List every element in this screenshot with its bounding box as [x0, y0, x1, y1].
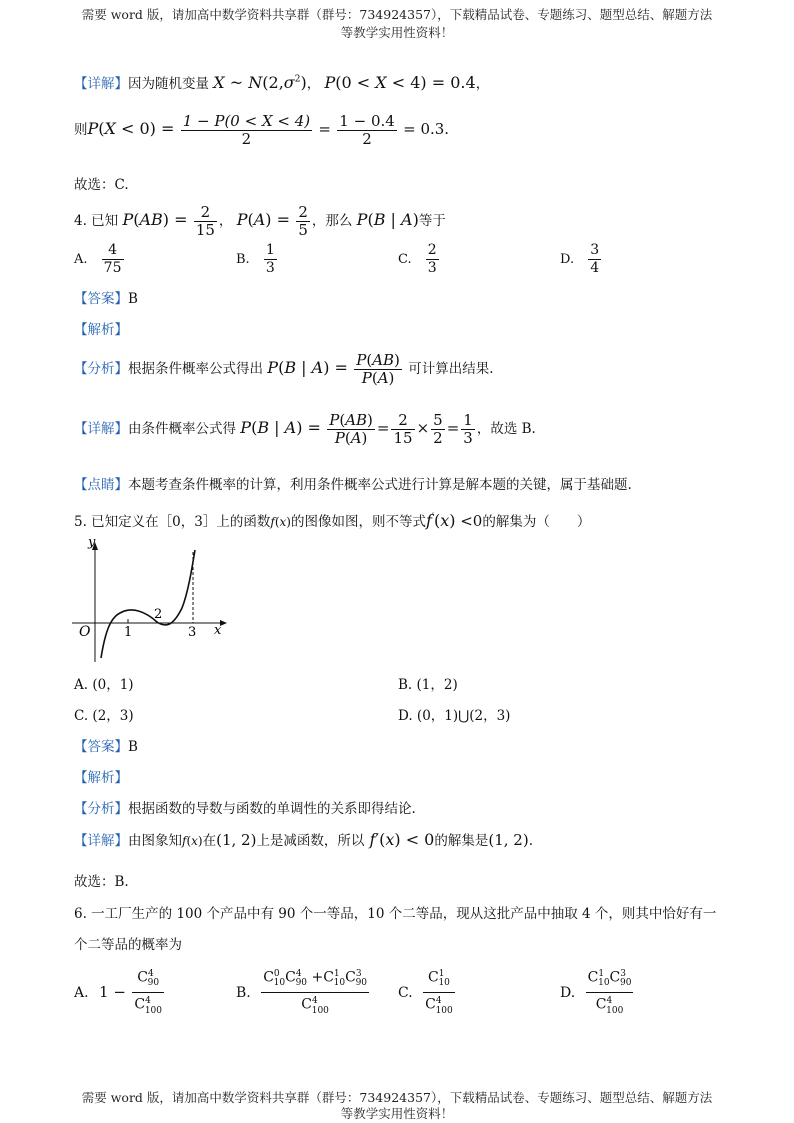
q4-fenxi-formula: P(B | A) =	[267, 358, 348, 377]
q4-fenxi-post: 可计算出结果.	[408, 361, 494, 377]
q3-fraction-1	[181, 113, 312, 148]
q4-option-d	[560, 242, 603, 277]
q4-option-b	[236, 242, 279, 277]
detail-tag: 【详解】	[74, 833, 128, 849]
q4-fenxi-pre: 根据条件概率公式得出	[128, 361, 263, 377]
option-label: A.	[74, 252, 88, 267]
q5-detail-mid: 在	[202, 833, 217, 849]
option-fraction: $\frac{C^1_{10}}{C^4_{100}}$	[423, 966, 455, 1020]
q5-option-b: B. (1，2)	[398, 677, 458, 693]
q5-detail-mid2: 上是减函数，所以	[256, 833, 365, 849]
q5-option-c: C. (2，3)	[74, 708, 134, 724]
function-curve	[101, 550, 195, 658]
q3-frac2-top: 1 − 0.4	[339, 112, 395, 130]
q4-detail-fraction: $\frac{P(AB)}{P(A)}$	[329, 411, 373, 447]
frac-top: 2	[427, 242, 437, 258]
q3-result: = 0.3.	[403, 120, 450, 138]
fenxi-tag: 【分析】	[74, 801, 128, 817]
option-label: C.	[398, 984, 413, 1001]
answer-tag: 【答案】	[74, 291, 128, 307]
q5-detail-post: 的解集是	[434, 833, 489, 849]
detail-tag: 【详解】	[74, 76, 128, 92]
q4-dianjing: 本题考查条件概率的计算，利用条件概率公式进行计算是解本题的关键，属于基础题.	[128, 477, 632, 493]
frac-bot: 4	[590, 260, 600, 276]
q4-option-a	[74, 242, 126, 277]
answer-tag: 【答案】	[74, 739, 128, 755]
q4-fenxi-line	[74, 352, 494, 387]
q5-answer: B	[128, 739, 138, 755]
q4-detail-pre: 由条件概率公式得	[128, 421, 236, 437]
q4-analysis-tag: 【解析】	[74, 322, 128, 338]
q4-pa: P(A) =	[236, 210, 291, 229]
footer-line-2: 等教学实用性资料！	[340, 1106, 454, 1121]
q4-fenxi-fraction: $\frac{P(AB)}{P(A)}$	[356, 351, 400, 387]
q5-detail-line: 【详解】由图象知f(x)在(1, 2)上是减函数，所以 f′(x) < 0的解集是(1, 2).	[74, 830, 533, 849]
option-fraction: $\frac{C^4_{90}}{C^4_{100}}$	[132, 966, 164, 1020]
detail-tag: 【详解】	[74, 421, 128, 437]
option-label: C.	[398, 252, 412, 267]
q6-option-d	[560, 966, 635, 1020]
option-fraction: $\frac{C^0_{10}C^4_{90} +C^1_{10}C^3_{90}}{C^4_{100}}$	[261, 966, 369, 1020]
q3-distribution-formula: X ~ $N(2,\sigma^2)$	[213, 73, 307, 92]
q5-answer-line	[74, 735, 138, 755]
q3-frac1-top: 1 − P(0 < X < 4)	[182, 112, 311, 130]
q5-fenxi-line	[74, 797, 416, 817]
q5-fenxi: 根据函数的导数与函数的单调性的关系即得结论.	[128, 801, 416, 817]
frac-bot: 3	[265, 260, 275, 276]
q6-stem-line-2: 个二等品的概率为	[74, 937, 182, 953]
q4-answer: B	[128, 291, 138, 307]
q4-stem-end: 等于	[418, 213, 446, 229]
q3-comma-1: ，	[306, 76, 321, 92]
q4-frac-pa: $\frac{2}{5}$	[298, 203, 308, 239]
q5-stem-mid: 的图像如图，则不等式	[290, 514, 426, 530]
footer-line-1: 需要 word 版，请加高中数学资料共享群（群号：734924357），下载精品试卷、专题练习、题型总结、解题方法	[81, 1090, 713, 1105]
q3-fraction-2	[337, 113, 397, 148]
option-fraction	[426, 242, 439, 277]
q6-option-c	[398, 966, 457, 1020]
frac-top: 4	[102, 242, 124, 260]
q4-detail-line: 【详解】由条件概率公式得 P(B | A) = $\frac{P(AB)}{P(A)}$ = $\frac{2}{15}$ × $\frac{5}{2}$ = $\frac{1}{3}$ ，故选 B.	[74, 411, 536, 447]
option-label: B.	[236, 984, 251, 1001]
q4-option-c	[398, 242, 441, 277]
option-label: B.	[236, 252, 250, 267]
option-label: D.	[560, 252, 575, 267]
q4-stem-post: ，那么	[311, 213, 353, 229]
option-fraction	[264, 242, 277, 277]
q5-option-a: A. (0，1)	[74, 677, 134, 693]
q5-stem-pre: 5. 已知定义在［0，3］上的函数	[74, 514, 271, 530]
q4-stem	[74, 204, 446, 239]
q5-stem: 5. 已知定义在［0，3］上的函数f(x)的图像如图，则不等式f′(x) <0的解集为（ ）	[74, 511, 591, 530]
q5-stem-post: 的解集为（ ）	[482, 514, 591, 530]
q5-function-graph	[70, 538, 230, 666]
q6-option-a: A. 1 − $\frac{C^4_{90}}{C^4_{100}}$	[74, 966, 166, 1020]
q4-comma: ，	[218, 213, 233, 229]
q4-stem-pre: 4. 已知	[74, 213, 119, 229]
q5-option-d: D. (0，1)⋃(2，3)	[398, 708, 511, 724]
q5-analysis-tag: 【解析】	[74, 770, 128, 786]
frac-bot: 3	[427, 260, 437, 276]
option-fraction	[102, 242, 124, 277]
fenxi-tag: 【分析】	[74, 361, 128, 377]
q4-frac-pab: $\frac{2}{15}$	[195, 203, 215, 239]
q5-final: 故选：B.	[74, 874, 129, 890]
header-line-1: 需要 word 版，请加高中数学资料共享群（群号：734924357），下载精品试卷、专题练习、题型总结、解题方法	[81, 7, 713, 22]
tick-label-3: 3	[188, 625, 197, 640]
q4-dianjing-line	[74, 473, 632, 493]
q3-then-label: 则	[74, 122, 88, 138]
q3-frac1-bot: 2	[241, 130, 252, 148]
frac-top: 1	[265, 242, 275, 258]
q6-option-b	[236, 966, 371, 1020]
option-fraction: $\frac{C^1_{10}C^3_{90}}{C^4_{100}}$	[586, 966, 634, 1020]
q4-answer-line	[74, 287, 138, 307]
q6-stem-line-1: 6. 一工厂生产的 100 个产品中有 90 个一等品，10 个二等品，现从这批产品中抽取 4 个，则其中恰好有一	[74, 906, 717, 922]
q3-probability-formula: P(0 < X < 4) = 0.4	[324, 73, 476, 92]
frac-top: 3	[590, 242, 600, 258]
origin-label: O	[79, 624, 91, 640]
x-label: x	[214, 623, 222, 638]
q4-pab: P(AB) =	[122, 210, 188, 229]
tick-label-1: 1	[124, 625, 133, 640]
q4-detail-formula: P(B | A) =	[240, 418, 321, 437]
q3-comma-2: ，	[475, 76, 490, 92]
q4-pba: P(B | A)	[356, 210, 419, 229]
q3-then-line: 则P(X < 0) = $\frac{1 - P(0 < X < 4)}{2}$ = $\frac{1 - 0.4}{2}$ = 0.3.	[74, 112, 450, 148]
header-line-2: 等教学实用性资料！	[340, 25, 454, 40]
q3-final: 故选：C.	[74, 177, 129, 193]
frac-bot: 75	[103, 260, 122, 276]
q3-frac2-bot: 2	[362, 130, 372, 148]
q3-detail-line	[74, 72, 489, 92]
option-fraction	[588, 242, 601, 277]
q3-lhs: P(X < 0) =	[87, 119, 175, 138]
option-label: D.	[560, 984, 576, 1001]
point-label-2: 2	[154, 607, 163, 622]
option-label: A.	[74, 984, 89, 1001]
y-label: y	[88, 538, 96, 550]
q5-detail-pre: 由图象知	[128, 833, 182, 849]
q3-detail-pre: 因为随机变量	[128, 76, 209, 92]
q4-detail-post: ，故选 B.	[476, 421, 536, 437]
dianjing-tag: 【点睛】	[74, 477, 128, 493]
